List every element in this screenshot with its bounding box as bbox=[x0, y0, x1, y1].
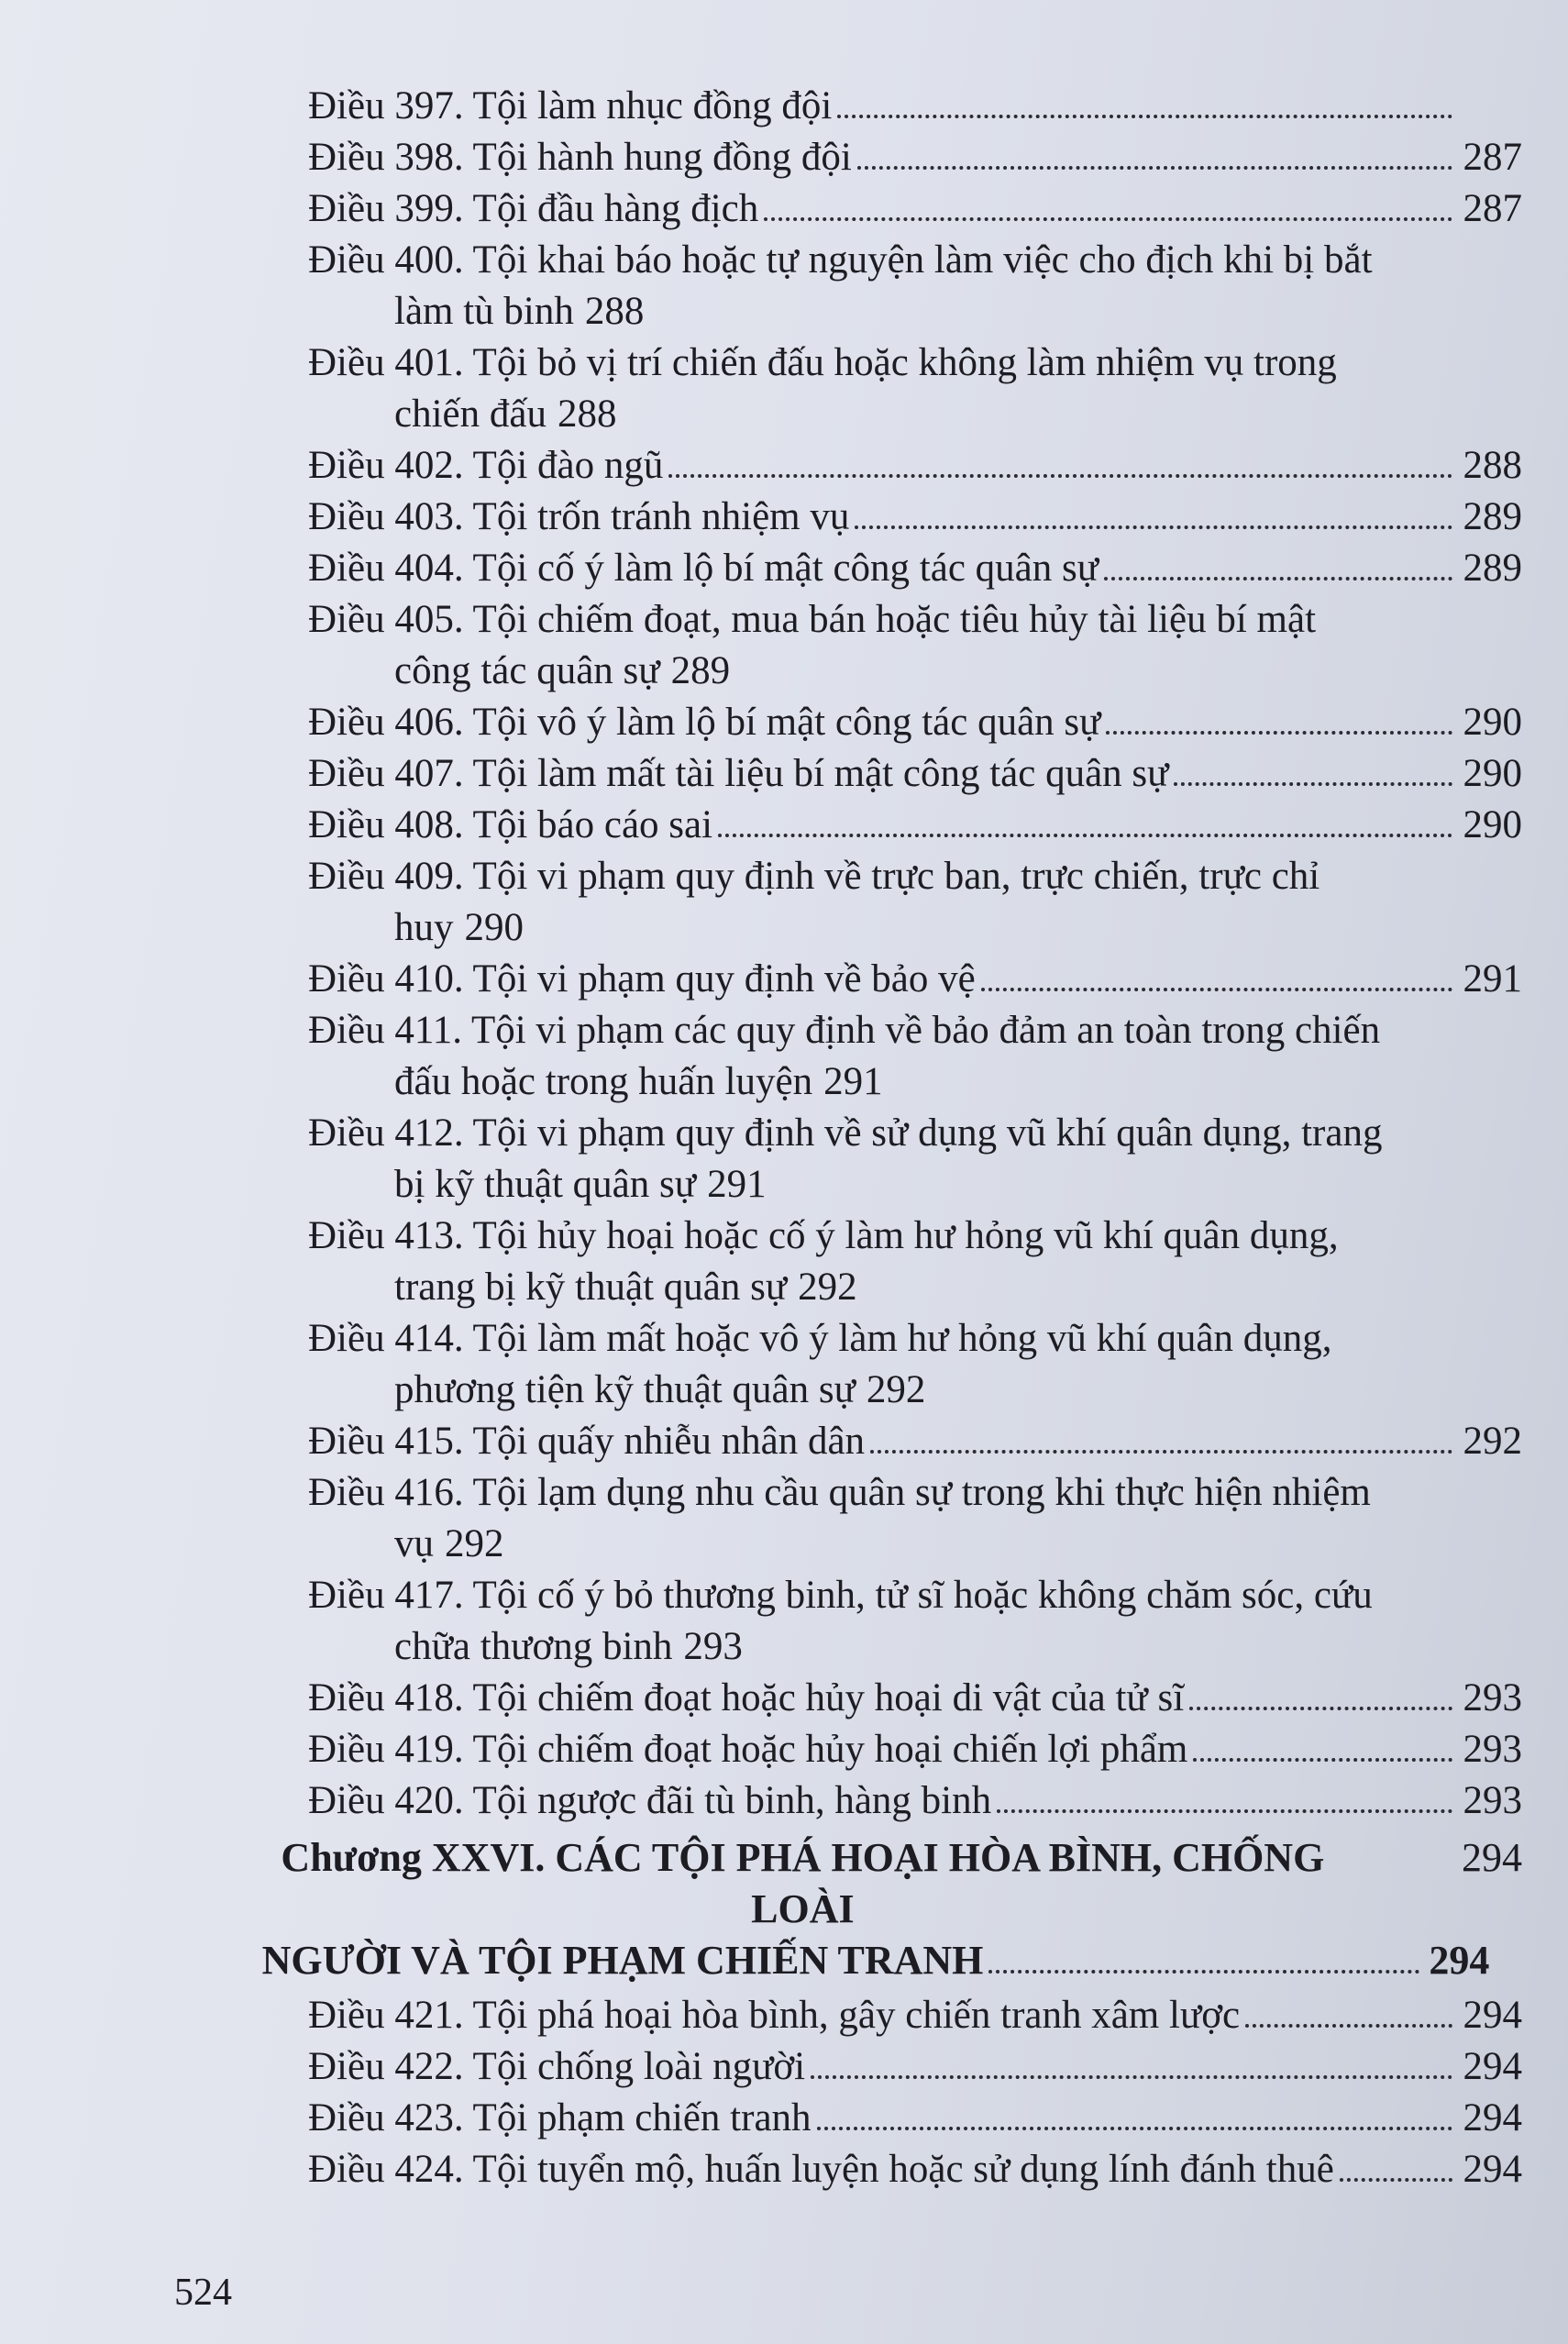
dot-leader bbox=[1174, 782, 1452, 786]
entry-title: Điều 417. Tội cố ý bỏ thương binh, tử sĩ hoặc không chăm sóc, cứu bbox=[308, 1574, 1373, 1617]
dot-leader bbox=[837, 115, 1452, 118]
entry-continuation-line bbox=[308, 1159, 1522, 1211]
entry-continuation-line bbox=[308, 902, 1522, 954]
entry-page-number: 293 bbox=[1463, 1728, 1522, 1771]
entry-title: Điều 415. Tội quấy nhiễu nhân dân bbox=[308, 1420, 866, 1463]
entry-title-continuation: phương tiện kỹ thuật quân sự bbox=[394, 1368, 856, 1411]
entry-continuation-line bbox=[308, 646, 1522, 697]
dot-leader bbox=[1106, 731, 1452, 735]
dot-leader bbox=[981, 988, 1452, 991]
entry-page-number: 291 bbox=[823, 1060, 883, 1103]
entry-title-continuation: huy bbox=[394, 906, 454, 949]
entry-title: Điều 410. Tội vi phạm quy định về bảo vệ bbox=[308, 957, 976, 1001]
entry-title: Điều 416. Tội lạm dụng nhu cầu quân sự trong khi thực hiện nhiệm bbox=[308, 1471, 1371, 1514]
entry-page-number: 290 bbox=[1463, 701, 1522, 744]
dot-leader bbox=[817, 2127, 1452, 2130]
toc-entry bbox=[308, 1313, 1522, 1416]
entry-title: Điều 401. Tội bỏ vị trí chiến đấu hoặc không làm nhiệm vụ trong bbox=[308, 341, 1337, 384]
dot-leader bbox=[1104, 577, 1452, 580]
toc-entry bbox=[308, 1724, 1522, 1775]
toc-entry bbox=[308, 1673, 1522, 1724]
entry-title: Điều 422. Tội chống loài người bbox=[308, 2045, 806, 2088]
toc-entry bbox=[308, 337, 1522, 440]
entry-continuation-line bbox=[308, 1519, 1522, 1570]
entry-title: Điều 397. Tội làm nhục đồng đội bbox=[308, 84, 833, 127]
entry-page-number: 294 bbox=[1463, 2096, 1522, 2139]
toc-entry bbox=[308, 954, 1522, 1005]
dot-leader bbox=[1193, 1758, 1452, 1762]
entry-title-continuation: làm tù binh bbox=[394, 290, 574, 333]
entry-page-number: 294 bbox=[1463, 2045, 1522, 2088]
dot-leader bbox=[855, 525, 1452, 529]
toc-entry bbox=[308, 2093, 1522, 2144]
entry-page-number: 288 bbox=[1463, 444, 1522, 487]
toc-entry bbox=[308, 81, 1522, 132]
entry-page-number: 289 bbox=[1463, 547, 1522, 590]
entry-continuation-line bbox=[308, 1056, 1522, 1108]
dot-leader bbox=[1245, 2024, 1452, 2028]
entry-title-continuation: chữa thương binh bbox=[394, 1625, 673, 1668]
entry-page-number: 289 bbox=[1463, 495, 1522, 538]
toc-entry bbox=[308, 132, 1522, 183]
dot-leader bbox=[718, 834, 1452, 837]
entry-page-number: 291 bbox=[707, 1163, 767, 1206]
entry-title: Điều 403. Tội trốn tránh nhiệm vụ bbox=[308, 495, 850, 538]
toc-entry bbox=[308, 697, 1522, 748]
chapter-heading bbox=[229, 1832, 1522, 1986]
entry-title: Điều 406. Tội vô ý làm lộ bí mật công tác quân sự bbox=[308, 701, 1101, 744]
toc-entries-part-1 bbox=[275, 81, 1522, 1827]
entry-title: Điều 404. Tội cố ý làm lộ bí mật công tác quân sự bbox=[308, 547, 1099, 590]
entry-title: Điều 420. Tội ngược đãi tù binh, hàng binh bbox=[308, 1779, 992, 1822]
entry-page-number: 289 bbox=[670, 649, 731, 692]
dot-leader bbox=[988, 1970, 1419, 1974]
entry-title: Điều 405. Tội chiếm đoạt, mua bán hoặc tiêu hủy tài liệu bí mật bbox=[308, 598, 1317, 641]
entry-page-number: 287 bbox=[1463, 136, 1522, 179]
entry-title: Điều 398. Tội hành hung đồng đội bbox=[308, 136, 852, 179]
entry-continuation-line bbox=[308, 1262, 1522, 1313]
dot-leader bbox=[668, 474, 1452, 478]
entry-continuation-line bbox=[308, 389, 1522, 440]
dot-leader bbox=[870, 1450, 1452, 1454]
entry-title-continuation: vụ bbox=[394, 1522, 434, 1565]
entry-page-number: 293 bbox=[1463, 1676, 1522, 1719]
entry-page-number: 291 bbox=[1463, 957, 1522, 1001]
entry-title-continuation: bị kỹ thuật quân sự bbox=[394, 1163, 697, 1206]
entry-title-continuation: chiến đấu bbox=[394, 393, 547, 436]
entry-page-number: 288 bbox=[584, 290, 645, 333]
entry-page-number: 294 bbox=[1463, 1994, 1522, 2037]
entry-page-number: 294 bbox=[1463, 2148, 1522, 2191]
toc-entry bbox=[308, 748, 1522, 800]
toc-entry bbox=[308, 2041, 1522, 2093]
dot-leader bbox=[811, 2075, 1452, 2079]
toc-entry bbox=[308, 594, 1522, 697]
entry-continuation-line bbox=[308, 1365, 1522, 1416]
entry-page-number: 287 bbox=[1463, 187, 1522, 230]
entry-title: Điều 409. Tội vi phạm quy định về trực ban, trực chiến, trực chỉ bbox=[308, 855, 1320, 898]
toc-entry bbox=[308, 1775, 1522, 1827]
entry-title: Điều 421. Tội phá hoại hòa bình, gây chiến tranh xâm lược bbox=[308, 1994, 1241, 2037]
entry-title: Điều 408. Tội báo cáo sai bbox=[308, 803, 713, 846]
chapter-title-line-1: Chương XXVI. CÁC TỘI PHÁ HOẠI HÒA BÌNH, CHỐNG LOÀI bbox=[281, 1835, 1325, 1931]
table-of-contents bbox=[261, 81, 1522, 2195]
toc-entry bbox=[308, 851, 1522, 954]
entry-title: Điều 400. Tội khai báo hoặc tự nguyện làm việc cho địch khi bị bắt bbox=[308, 238, 1373, 282]
entry-page-number: 292 bbox=[1463, 1420, 1522, 1463]
entry-title: Điều 424. Tội tuyển mộ, huấn luyện hoặc sử dụng lính đánh thuê bbox=[308, 2148, 1334, 2191]
toc-entry bbox=[308, 492, 1522, 543]
toc-entry bbox=[308, 1990, 1522, 2041]
entry-title: Điều 419. Tội chiếm đoạt hoặc hủy hoại chiến lợi phẩm bbox=[308, 1728, 1188, 1771]
dot-leader bbox=[1340, 2178, 1452, 2182]
entry-title: Điều 414. Tội làm mất hoặc vô ý làm hư hỏng vũ khí quân dụng, bbox=[308, 1317, 1332, 1360]
chapter-page-above: 294 bbox=[1462, 1835, 1522, 1880]
entry-title: Điều 418. Tội chiếm đoạt hoặc hủy hoại di vật của tử sĩ bbox=[308, 1676, 1185, 1719]
toc-entry bbox=[308, 1108, 1522, 1211]
entry-page-number: 292 bbox=[445, 1522, 504, 1565]
entry-page-number: 290 bbox=[1463, 803, 1522, 846]
toc-entry bbox=[308, 183, 1522, 235]
entry-page-number: 290 bbox=[464, 906, 524, 949]
entry-title: Điều 413. Tội hủy hoại hoặc cố ý làm hư hỏng vũ khí quân dụng, bbox=[308, 1214, 1339, 1257]
dot-leader bbox=[857, 166, 1452, 170]
entry-page-number: 293 bbox=[1463, 1779, 1522, 1822]
entry-page-number: 292 bbox=[866, 1368, 926, 1411]
entry-title: Điều 402. Tội đào ngũ bbox=[308, 444, 664, 487]
chapter-page-number: 294 bbox=[1429, 1938, 1490, 1983]
entry-title-continuation: công tác quân sự bbox=[394, 649, 660, 692]
entry-page-number: 293 bbox=[683, 1625, 743, 1668]
dot-leader bbox=[764, 217, 1452, 221]
toc-entry bbox=[308, 2144, 1522, 2195]
toc-entry bbox=[308, 440, 1522, 492]
entry-page-number: 290 bbox=[1463, 752, 1522, 795]
entry-title-continuation: đấu hoặc trong huấn luyện bbox=[394, 1060, 813, 1103]
chapter-title-line-2: NGƯỜI VÀ TỘI PHẠM CHIẾN TRANH bbox=[261, 1938, 984, 1983]
entry-page-number: 288 bbox=[557, 393, 617, 436]
dot-leader bbox=[997, 1809, 1452, 1813]
entry-continuation-line bbox=[308, 286, 1522, 337]
toc-entry bbox=[308, 1211, 1522, 1313]
entry-page-number: 292 bbox=[798, 1266, 857, 1309]
toc-entry bbox=[308, 1416, 1522, 1467]
entry-title: Điều 411. Tội vi phạm các quy định về bảo đảm an toàn trong chiến bbox=[308, 1009, 1381, 1052]
entry-continuation-line bbox=[308, 1621, 1522, 1673]
toc-entry bbox=[308, 235, 1522, 337]
toc-entry bbox=[308, 543, 1522, 594]
chapter-line-1 bbox=[229, 1832, 1522, 1935]
entry-title: Điều 412. Tội vi phạm quy định về sử dụng vũ khí quân dụng, trang bbox=[308, 1111, 1383, 1155]
entry-title-continuation: trang bị kỹ thuật quân sự bbox=[394, 1266, 788, 1309]
toc-entry bbox=[308, 1005, 1522, 1108]
entry-title: Điều 423. Tội phạm chiến tranh bbox=[308, 2096, 812, 2139]
entry-title: Điều 407. Tội làm mất tài liệu bí mật công tác quân sự bbox=[308, 752, 1169, 795]
toc-entry bbox=[308, 1467, 1522, 1570]
dot-leader bbox=[1189, 1707, 1452, 1710]
chapter-line-2 bbox=[229, 1935, 1522, 1986]
toc-entries-part-2 bbox=[275, 1990, 1522, 2195]
toc-entry bbox=[308, 800, 1522, 851]
page-number: 524 bbox=[174, 2272, 232, 2314]
entry-title: Điều 399. Tội đầu hàng địch bbox=[308, 187, 759, 230]
toc-entry bbox=[308, 1570, 1522, 1673]
